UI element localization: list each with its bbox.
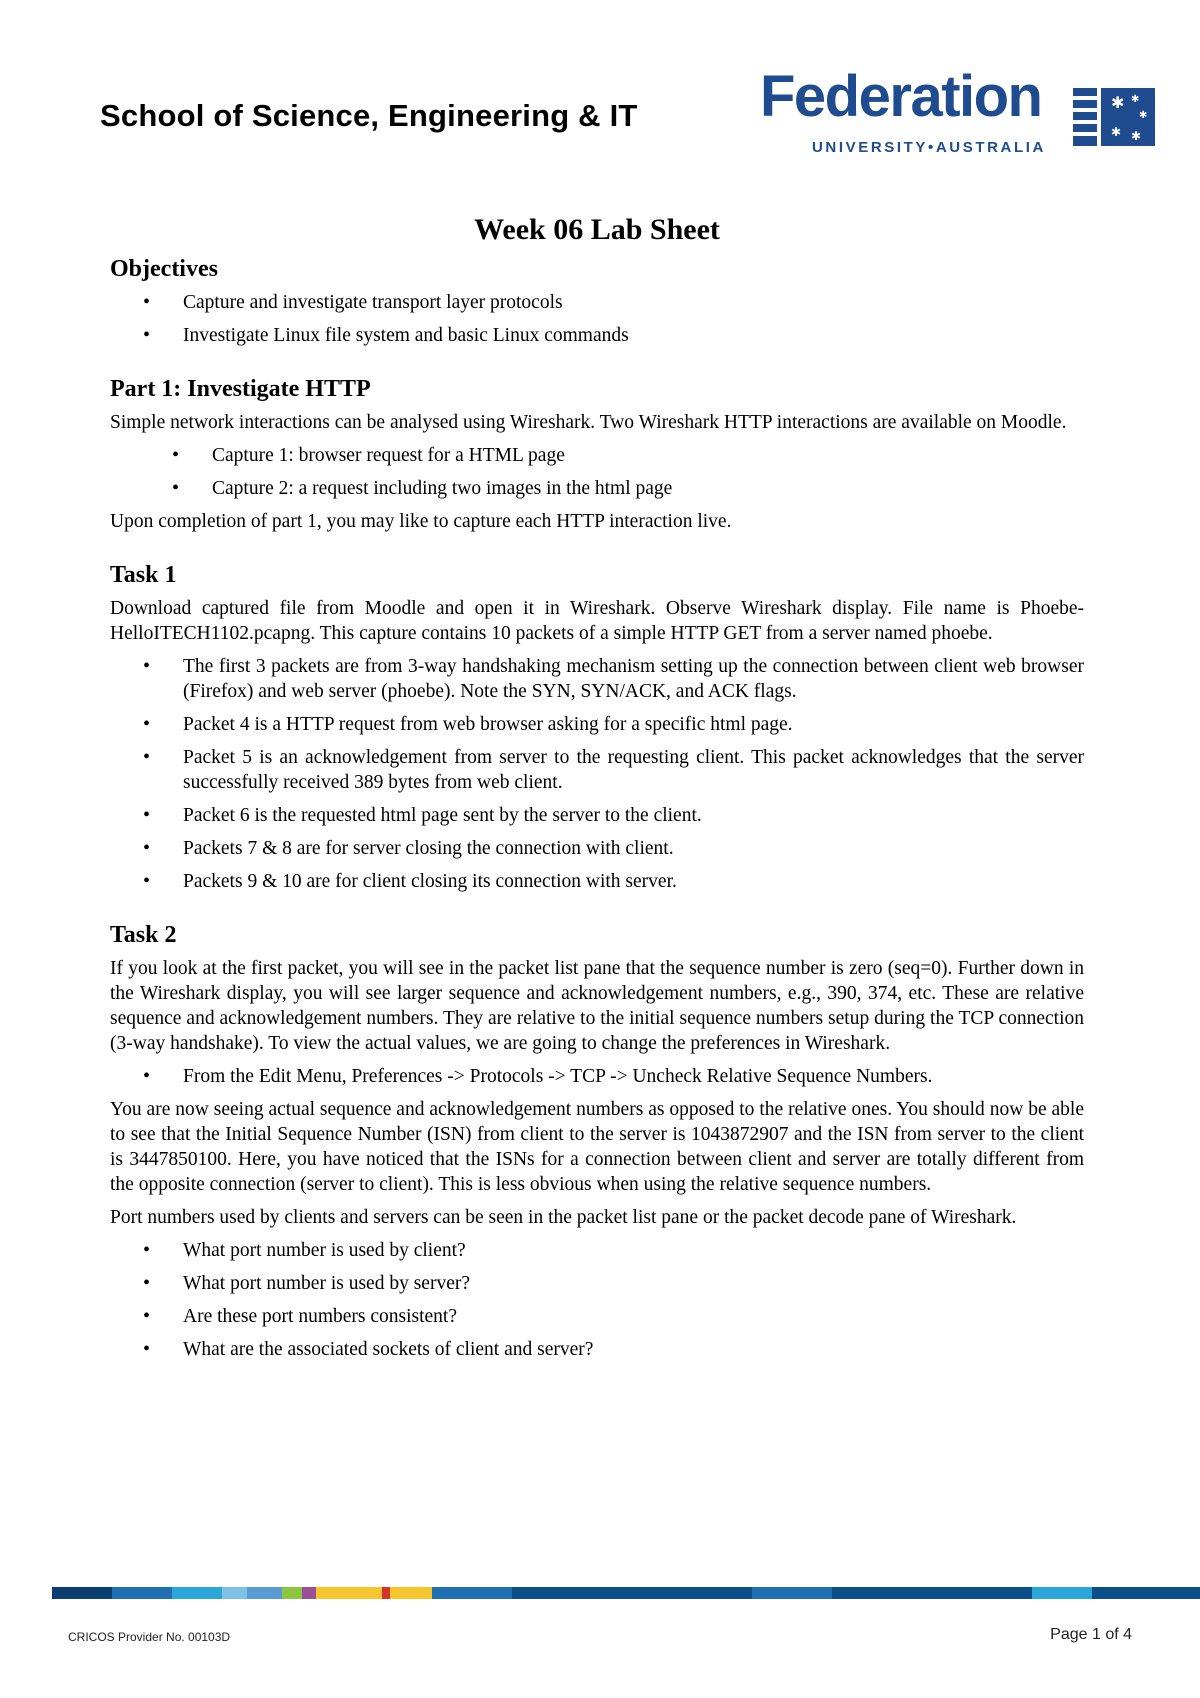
federation-logo <box>760 64 1155 160</box>
task1-list <box>110 654 1084 894</box>
objectives-list <box>110 290 1084 348</box>
list-item: • Packet 6 is the requested html page sent by the server to the client. <box>110 803 1084 828</box>
list-item: • Capture and investigate transport layer protocols <box>110 290 1084 315</box>
task2-steps <box>110 1064 1084 1089</box>
svg-text:✱: ✱ <box>1131 94 1140 105</box>
footer-color-bar <box>52 1587 1200 1599</box>
part1-list <box>110 443 1084 501</box>
document-body <box>110 200 1084 1370</box>
logo-subtitle: UNIVERSITY•AUSTRALIA <box>812 139 1046 156</box>
logo-wordmark: Federation <box>760 64 1042 129</box>
svg-text:✱: ✱ <box>1111 93 1125 112</box>
svg-text:✱: ✱ <box>1131 129 1142 143</box>
svg-text:✱: ✱ <box>1139 110 1148 121</box>
svg-text:✱: ✱ <box>1111 125 1122 139</box>
list-item: • Packets 7 & 8 are for server closing the connection with client. <box>110 836 1084 861</box>
part1-intro: Simple network interactions can be analysed using Wireshark. Two Wireshark HTTP interactions are available on Moodle. <box>110 412 1067 433</box>
part1-outro: Upon completion of part 1, you may like to capture each HTTP interaction live. <box>110 511 732 532</box>
list-item: • What are the associated sockets of client and server? <box>110 1337 1084 1362</box>
list-item: • Packets 9 & 10 are for client closing its connection with server. <box>110 869 1084 894</box>
objectives-heading: Objectives <box>110 256 218 282</box>
list-item: • What port number is used by server? <box>110 1271 1084 1296</box>
part1-heading: Part 1: Investigate HTTP <box>110 376 371 402</box>
task1-heading: Task 1 <box>110 562 177 588</box>
task2-paragraph-1: If you look at the first packet, you will see in the packet list pane that the sequence number is zero (seq=0). Further down in the Wireshark display, you will see larger sequence and acknowledgement numbers, e.g., 390, 374, etc. These are relative sequence and acknowledgement numbers. They are relative to the initial sequence numbers setup during the TCP connection (3-way handshake). To view the actual values, we are going to change the preferences in Wireshark. <box>110 958 1084 1054</box>
task1-intro: Download captured file from Moodle and open it in Wireshark. Observe Wireshark display. File name is Phoebe-HelloITECH1102.pcapng. This capture contains 10 packets of a simple HTTP GET from a server named phoebe. <box>110 598 1084 644</box>
flag-icon <box>1073 86 1155 152</box>
school-header: School of Science, Engineering & IT <box>100 98 638 133</box>
list-item: • Packet 4 is a HTTP request from web browser asking for a specific html page. <box>110 712 1084 737</box>
task2-paragraph-2: You are now seeing actual sequence and acknowledgement numbers as opposed to the relative ones. You should now be able to see that the Initial Sequence Number (ISN) from client to the server is 1043872907 and the ISN from server to the client is 3447850100. Here, you have noticed that the ISNs for a connection between client and server are totally different from the opposite connection (server to client). This is less obvious when using the relative sequence numbers. <box>110 1099 1084 1195</box>
list-item: • Are these port numbers consistent? <box>110 1304 1084 1329</box>
task2-questions <box>110 1238 1084 1362</box>
task2-heading: Task 2 <box>110 922 177 948</box>
list-item: • The first 3 packets are from 3-way handshaking mechanism setting up the connection between client web browser (Firefox) and web server (phoebe). Note the SYN, SYN/ACK, and ACK flags. <box>110 654 1084 704</box>
task2-paragraph-3: Port numbers used by clients and servers can be seen in the packet list pane or the packet decode pane of Wireshark. <box>110 1207 1017 1228</box>
list-item: • Capture 1: browser request for a HTML page <box>110 443 1084 468</box>
page-title: Week 06 Lab Sheet <box>474 213 720 246</box>
list-item: • Investigate Linux file system and basic Linux commands <box>110 323 1084 348</box>
list-item: • Capture 2: a request including two images in the html page <box>110 476 1084 501</box>
cricos-note: CRICOS Provider No. 00103D <box>68 1630 231 1644</box>
list-item: • From the Edit Menu, Preferences -> Protocols -> TCP -> Uncheck Relative Sequence Numbers. <box>110 1064 1084 1089</box>
list-item: • What port number is used by client? <box>110 1238 1084 1263</box>
page-number: Page 1 of 4 <box>1050 1626 1132 1643</box>
list-item: • Packet 5 is an acknowledgement from server to the requesting client. This packet acknowledges that the server successfully received 389 bytes from web client. <box>110 745 1084 795</box>
